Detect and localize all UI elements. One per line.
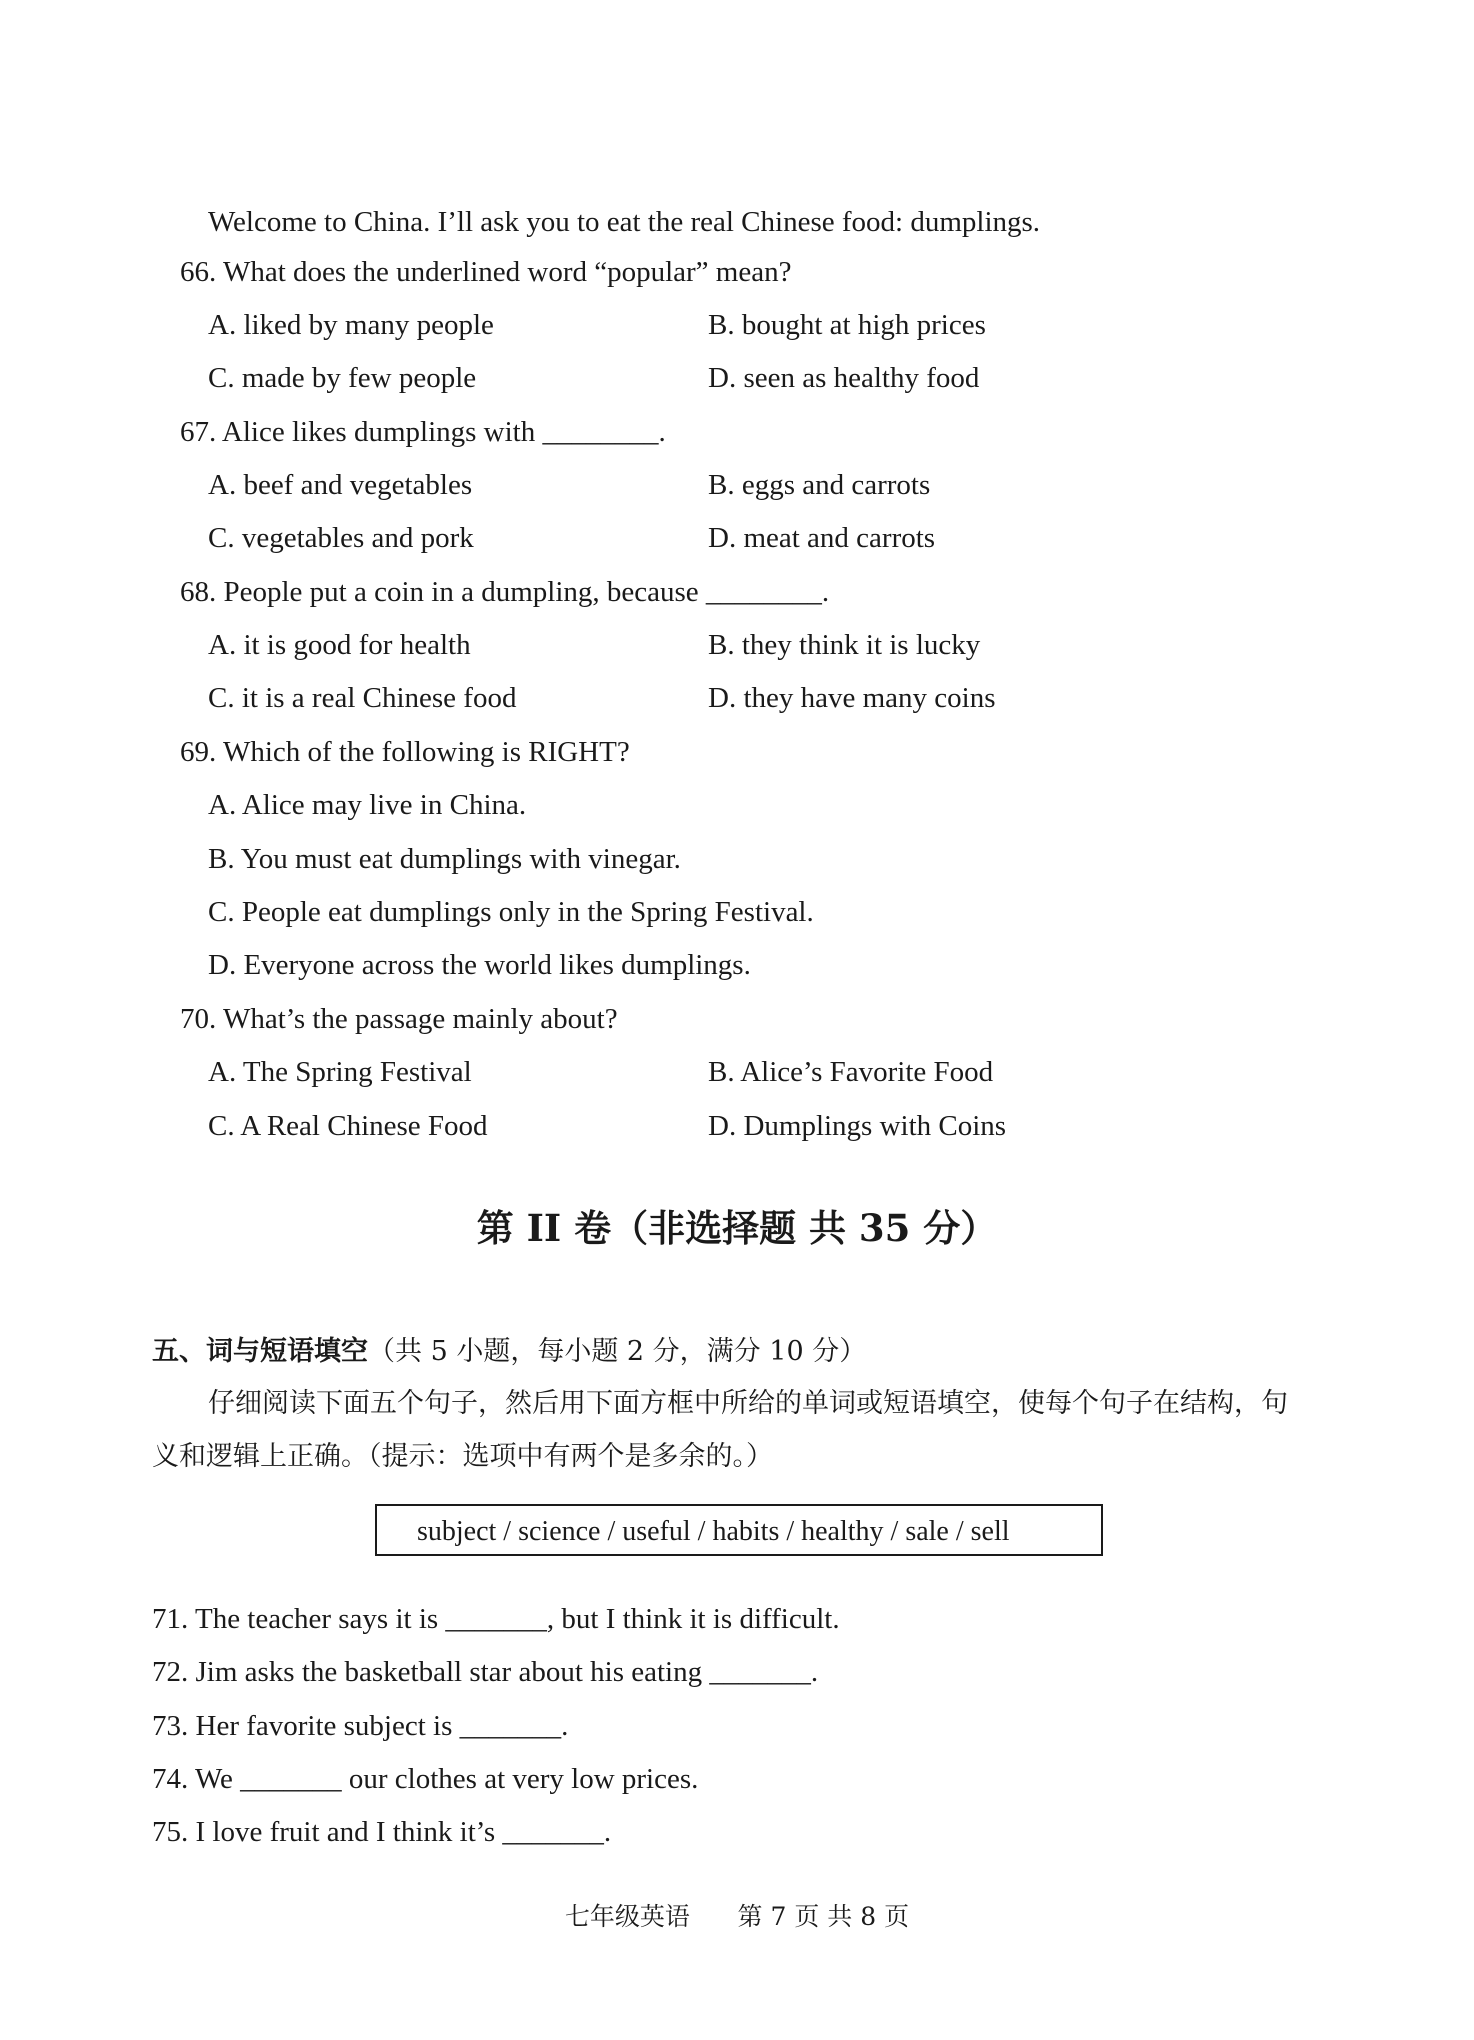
question-66-stem: 66. What does the underlined word “popular” mean? <box>180 256 792 288</box>
question-70-stem: 70. What’s the passage mainly about? <box>180 1003 618 1035</box>
section-5-instruction-line-1: 仔细阅读下面五个句子，然后用下面方框中所给的单词或短语填空，使每个句子在结构，句 <box>208 1388 1288 1419</box>
section-5-heading <box>152 1334 866 1370</box>
part-2-title: 第 II 卷（非选择题 共 35 分） <box>476 1206 998 1250</box>
question-67-option-d: D. meat and carrots <box>708 522 936 554</box>
sentence-72: 72. Jim asks the basketball star about his eating _______. <box>152 1656 819 1688</box>
section-5-heading-scoring: （共 5 小题，每小题 2 分，满分 10 分） <box>368 1336 867 1367</box>
question-66-option-b: B. bought at high prices <box>708 309 986 341</box>
question-68-option-b: B. they think it is lucky <box>708 629 981 661</box>
question-69-option-a: A. Alice may live in China. <box>208 789 527 821</box>
question-70-option-a: A. The Spring Festival <box>208 1056 472 1088</box>
question-69-option-c: C. People eat dumplings only in the Spring Festival. <box>208 896 814 928</box>
question-67-stem: 67. Alice likes dumplings with ________. <box>180 416 666 448</box>
word-bank-box: subject / science / useful / habits / healthy / sale / sell <box>375 1504 1103 1556</box>
question-68-option-c: C. it is a real Chinese food <box>208 682 517 714</box>
question-66-option-d: D. seen as healthy food <box>708 362 980 394</box>
sentence-71: 71. The teacher says it is _______, but I think it is difficult. <box>152 1603 840 1635</box>
question-67-option-a: A. beef and vegetables <box>208 469 473 501</box>
sentence-75: 75. I love fruit and I think it’s _______. <box>152 1816 612 1848</box>
section-5-instruction-line-2: 义和逻辑上正确。（提示：选项中有两个是多余的。） <box>152 1441 773 1472</box>
question-69-stem: 69. Which of the following is RIGHT? <box>180 736 630 768</box>
question-70-option-b: B. Alice’s Favorite Food <box>708 1056 994 1088</box>
question-68-option-a: A. it is good for health <box>208 629 471 661</box>
sentence-73: 73. Her favorite subject is _______. <box>152 1710 569 1742</box>
question-69-option-d: D. Everyone across the world likes dumplings. <box>208 949 751 981</box>
section-5-heading-title: 五、词与短语填空 <box>152 1336 368 1367</box>
page-footer: 七年级英语 第 7 页 共 8 页 <box>564 1902 910 1931</box>
question-68-stem: 68. People put a coin in a dumpling, because ________. <box>180 576 830 608</box>
passage-last-line: Welcome to China. I’ll ask you to eat the real Chinese food: dumplings. <box>208 206 1041 238</box>
question-68-option-d: D. they have many coins <box>708 682 996 714</box>
question-67-option-c: C. vegetables and pork <box>208 522 474 554</box>
question-70-option-d: D. Dumplings with Coins <box>708 1110 1007 1142</box>
question-69-option-b: B. You must eat dumplings with vinegar. <box>208 843 681 875</box>
question-66-option-c: C. made by few people <box>208 362 477 394</box>
question-66-option-a: A. liked by many people <box>208 309 494 341</box>
question-70-option-c: C. A Real Chinese Food <box>208 1110 488 1142</box>
sentence-74: 74. We _______ our clothes at very low prices. <box>152 1763 699 1795</box>
question-67-option-b: B. eggs and carrots <box>708 469 931 501</box>
